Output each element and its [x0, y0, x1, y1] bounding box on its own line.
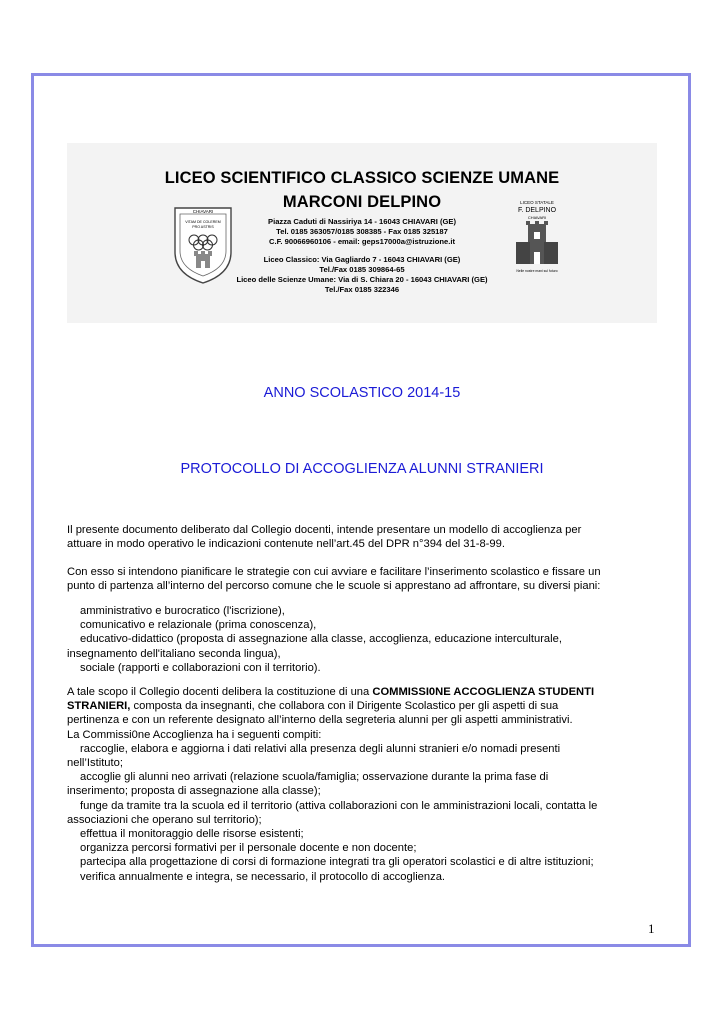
tasks-intro: La Commissi0ne Accoglienza ha i seguenti compiti: [67, 728, 322, 741]
shield-motto-line2: PRO ASTRIS [192, 225, 214, 229]
contact-cf: C.F. 90066960106 - email: [269, 237, 362, 246]
scienze-address: Liceo delle Scienze Umane: Via di S. Chiara 20 - 16043 CHIAVARI (GE) [236, 275, 488, 284]
list-item-continuation: inserimento; proposta di assegnazione alla classe); [67, 785, 321, 798]
contact-address: Piazza Caduti di Nassiriya 14 - 16043 CHIAVARI (GE) [268, 217, 456, 226]
list-item: sociale (rapporti e collaborazioni con il territorio). [80, 661, 321, 674]
school-title-line1: LICEO SCIENTIFICO CLASSICO SCIENZE UMANE [164, 169, 560, 187]
commission-line: STRANIERI, composta da insegnanti, che collabora con il Dirigente Scolastico per gli aspetti di sua [67, 700, 559, 713]
list-item-continuation: insegnamento dell'italiano seconda lingua), [67, 647, 281, 660]
list-item: effettua il monitoraggio delle risorse esistenti; [80, 828, 304, 841]
list-item: comunicativo e relazionale (prima conoscenza), [80, 619, 317, 632]
planes-list [67, 604, 667, 675]
castle-logo-line3: CHIAVARI [527, 215, 547, 220]
commission-paragraph [67, 685, 667, 884]
classico-address: Liceo Classico: Via Gagliardo 7 - 16043 CHIAVARI (GE) [263, 255, 461, 264]
list-item: accoglie gli alunni neo arrivati (relazione scuola/famiglia; osservazione durante la prima fase di [80, 771, 549, 784]
school-year-heading: ANNO SCOLASTICO 2014-15 [263, 385, 461, 401]
commission-name: COMMISSI0NE ACCOGLIENZA STUDENTI [372, 686, 595, 698]
shield-top-text: CHIAVARI [192, 209, 214, 214]
intro-line: Il presente documento deliberato dal Collegio docenti, intende presentare un modello di accoglienza per [67, 524, 582, 536]
list-item: amministrativo e burocratico (l'iscrizione), [80, 605, 285, 617]
page-number: 1 [648, 921, 655, 936]
contact-phone: Tel. 0185 363057/0185 308385 - Fax 0185 325187 [276, 227, 448, 236]
list-item-continuation: associazioni che operano sul territorio); [67, 813, 262, 826]
protocol-heading: PROTOCOLLO DI ACCOGLIENZA ALUNNI STRANIERI [180, 461, 544, 477]
list-item: verifica annualmente e integra, se necessario, il protocollo di accoglienza. [80, 870, 446, 883]
castle-logo-bottom: Nelle nostre mani sul futuro [516, 269, 558, 273]
castle-logo-line2: F. DELPINO [517, 207, 557, 214]
contact-email[interactable]: geps17000a@istruzione.it [361, 237, 455, 246]
commission-line: A tale scopo il Collegio docenti delibera la costituzione di una COMMISSI0NE ACCOGLIENZA STUDENTI [67, 686, 595, 698]
castle-logo-line1: LICEO STATALE [520, 200, 554, 205]
intro-paragraph [67, 523, 667, 551]
contact-cf-email [0, 237, 724, 247]
list-item: partecipa alla progettazione di corsi di formazione integrati tra gli operatori scolastici e di altre istituzioni; [80, 856, 594, 869]
commission-name: STRANIERI, [67, 700, 131, 713]
list-item: organizza percorsi formativi per il personale docente e non docente; [80, 842, 417, 855]
list-item: raccoglie, elabora e aggiorna i dati relativi alla presenza degli alunni stranieri e/o nomadi presenti [80, 742, 561, 755]
commission-line: pertinenza e con un referente designato all’interno della segreteria alunni per gli aspetti amministrativi. [67, 714, 573, 727]
scienze-phone: Tel./Fax 0185 322346 [324, 285, 400, 294]
list-item: educativo-didattico (proposta di assegnazione alla classe, accoglienza, educazione interculturale, [80, 633, 562, 646]
classico-phone: Tel./Fax 0185 309864-65 [319, 265, 405, 274]
school-title-line2: MARCONI DELPINO [282, 193, 442, 211]
list-item: funge da tramite tra la scuola ed il territorio (attiva collaborazioni con le amministrazioni locali, contatta le [80, 799, 598, 812]
strategy-paragraph [67, 565, 667, 593]
strategy-line: punto di partenza all’interno del percorso comune che le scuole si apprestano ad affrontare, su diversi piani: [67, 580, 601, 593]
intro-line: attuare in modo operativo le indicazioni contenute nell’art.45 del DPR n°394 del 31-8-99. [67, 538, 505, 551]
strategy-line: Con esso si intendono pianificare le strategie con cui avviare e facilitare l’inserimento scolastico e fissare un [67, 566, 601, 578]
shield-motto-line1: VITAM DE COLEREM [185, 220, 221, 224]
list-item-continuation: nell’Istituto; [67, 757, 123, 770]
